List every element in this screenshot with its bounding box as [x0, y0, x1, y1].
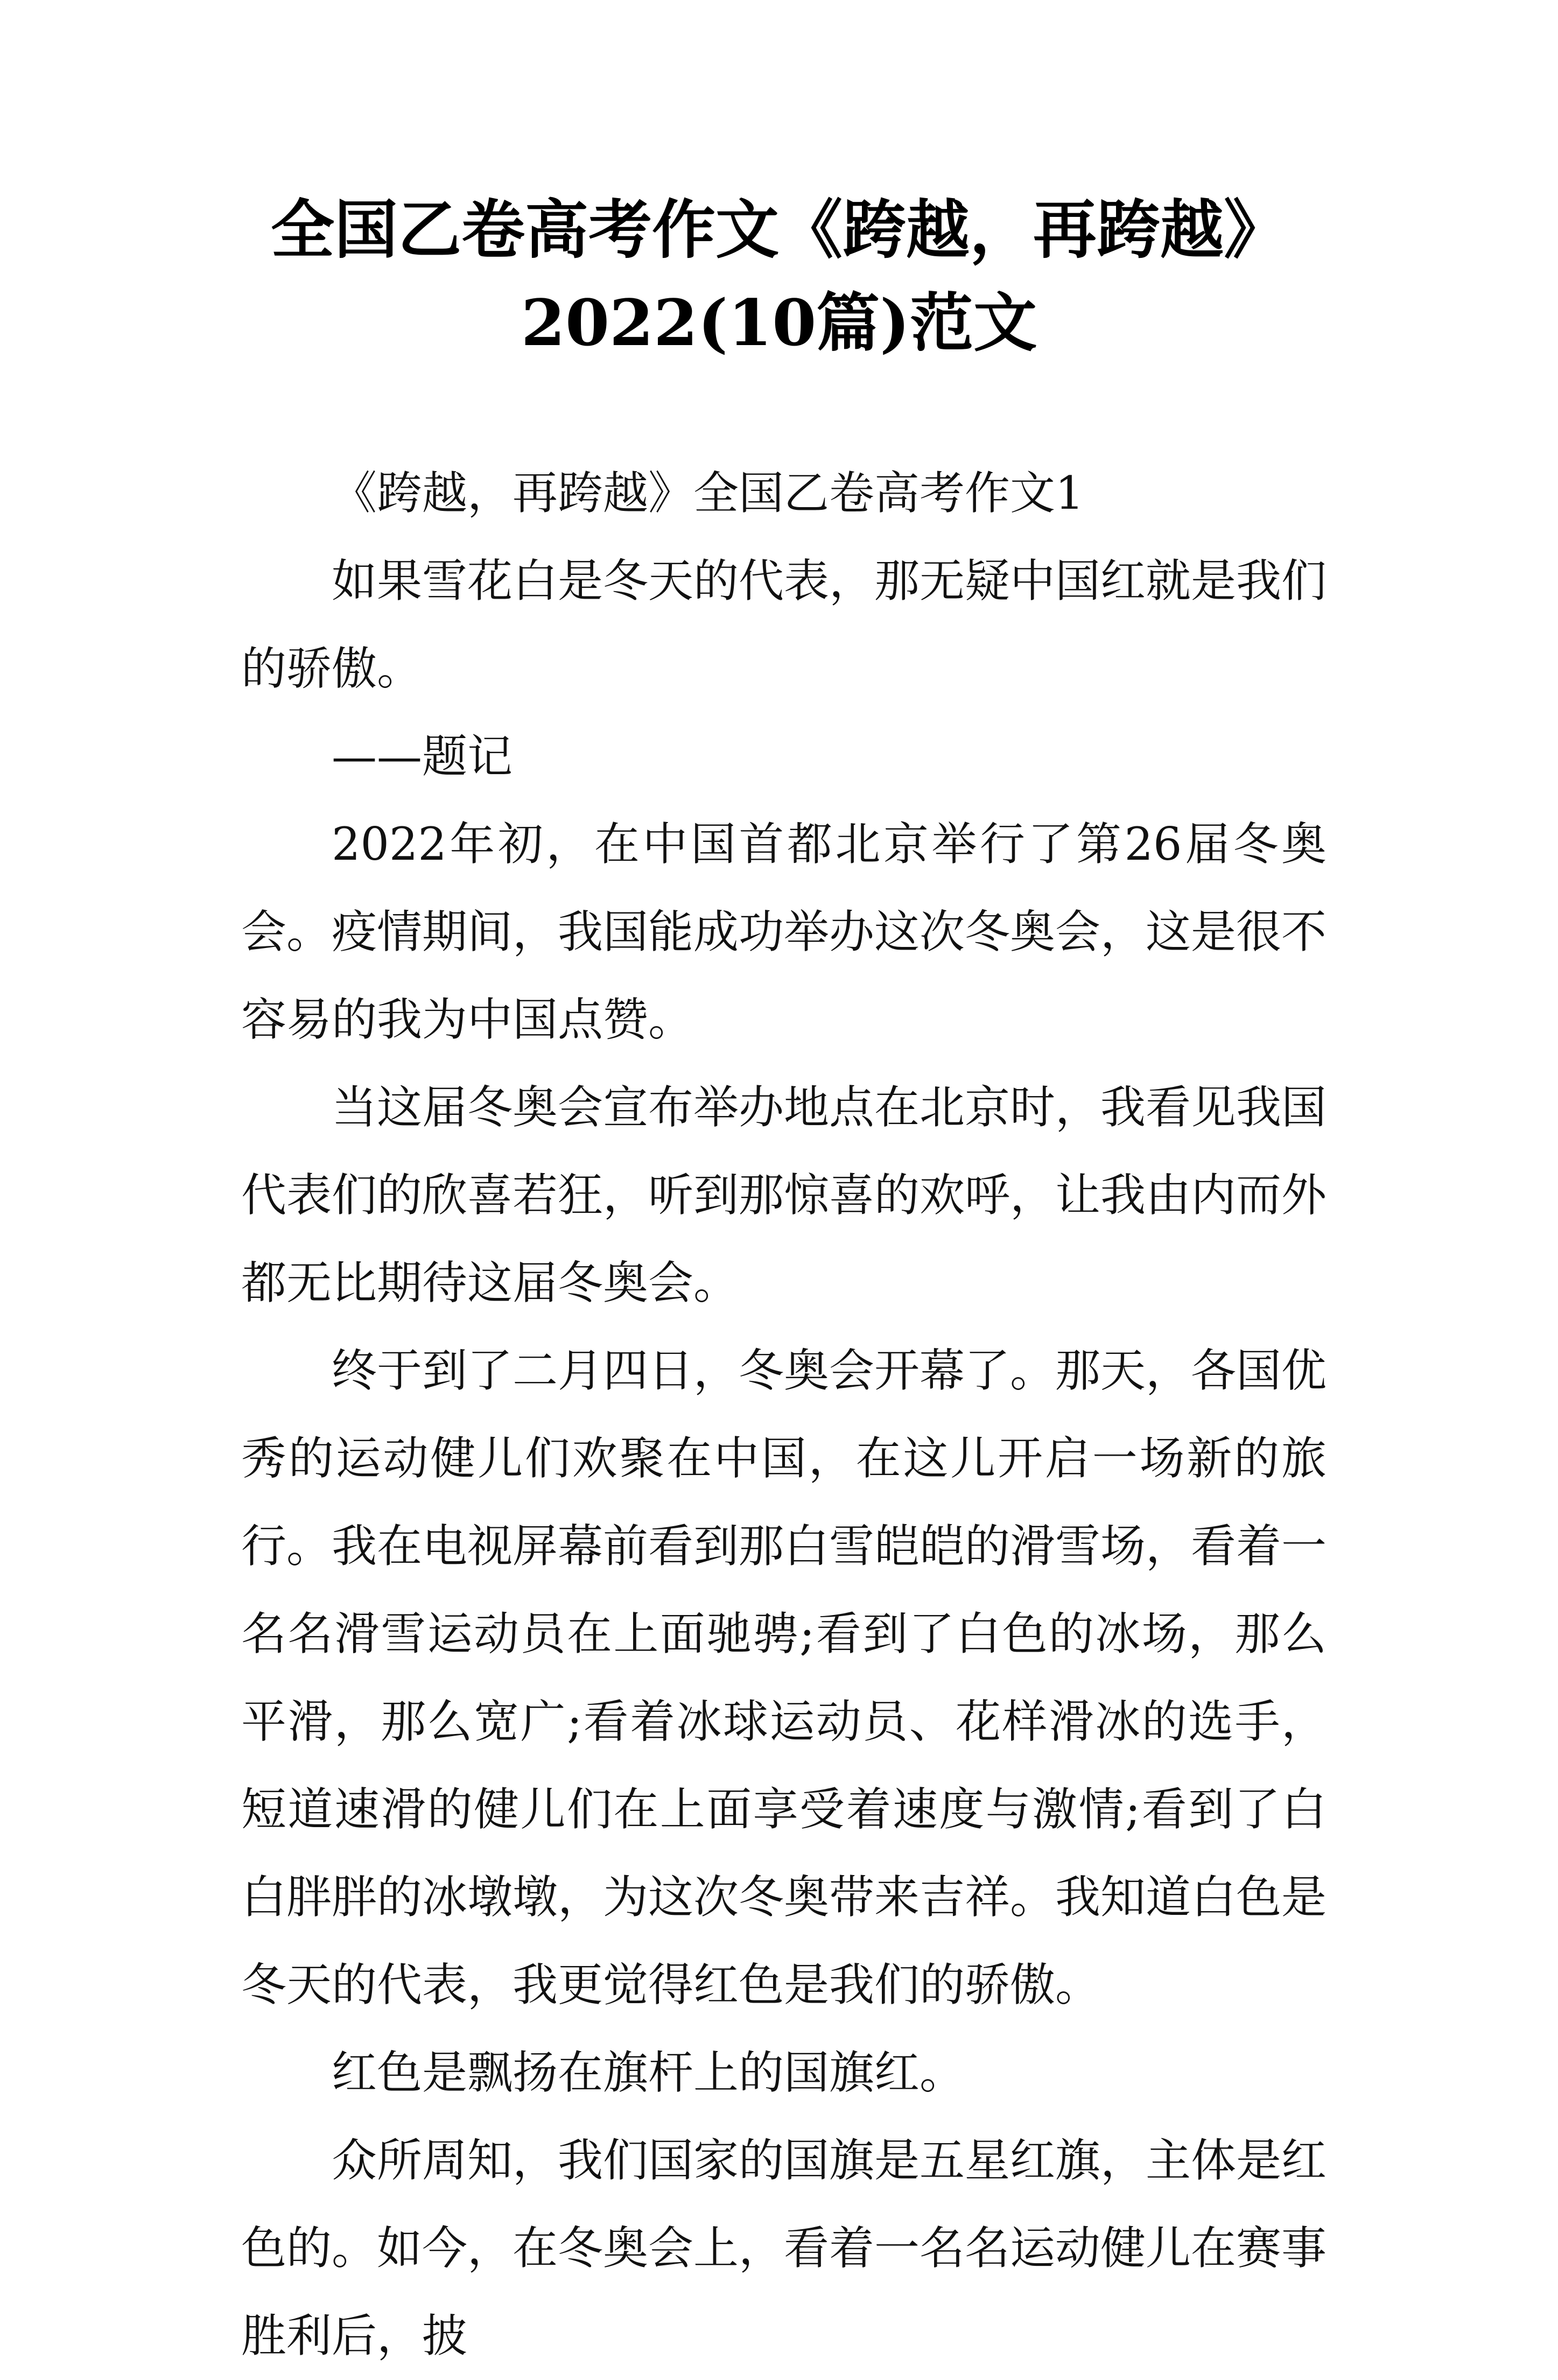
- document-title: 全国乙卷高考作文《跨越，再跨越》2022(10篇)范文: [270, 192, 1287, 360]
- body-paragraph: 红色是飘扬在旗杆上的国旗红。: [332, 2046, 965, 2099]
- body-paragraph: 终于到了二月四日，冬奥会开幕了。那天，各国优秀的运动健儿们欢聚在中国，在这儿开启一场新的旅行。我在电视屏幕前看到那白雪皑皑的滑雪场，看着一名名滑雪运动员在上面驰骋;看到了白色的冰场，那么平滑，那么宽广;看着冰球运动员、花样滑冰的选手，短道速滑的健儿们在上面享受着速度与激情;看到了白白胖胖的冰墩墩，为这次冬奥带来吉祥。我知道白色是冬天的代表，我更觉得红色是我们的骄傲。: [241, 1344, 1327, 2011]
- document-body: [241, 450, 1327, 2380]
- body-paragraph: 2022年初，在中国首都北京举行了第26届冬奥会。疫情期间，我国能成功举办这次冬奥会，这是很不容易的我为中国点赞。: [241, 818, 1327, 1046]
- body-paragraph: 众所周知，我们国家的国旗是五星红旗，主体是红色的。如今，在冬奥会上，看着一名名运动健儿在赛事胜利后，披: [241, 2134, 1327, 2362]
- epigraph-paragraph: 如果雪花白是冬天的代表，那无疑中国红就是我们的骄傲。: [241, 554, 1327, 695]
- essay-heading: 《跨越，再跨越》全国乙卷高考作文1: [332, 467, 1084, 519]
- epigraph-attribution: ——题记: [332, 730, 513, 783]
- body-paragraph: 当这届冬奥会宣布举办地点在北京时，我看见我国代表们的欣喜若狂，听到那惊喜的欢呼，让我由内而外都无比期待这届冬奥会。: [241, 1081, 1327, 1309]
